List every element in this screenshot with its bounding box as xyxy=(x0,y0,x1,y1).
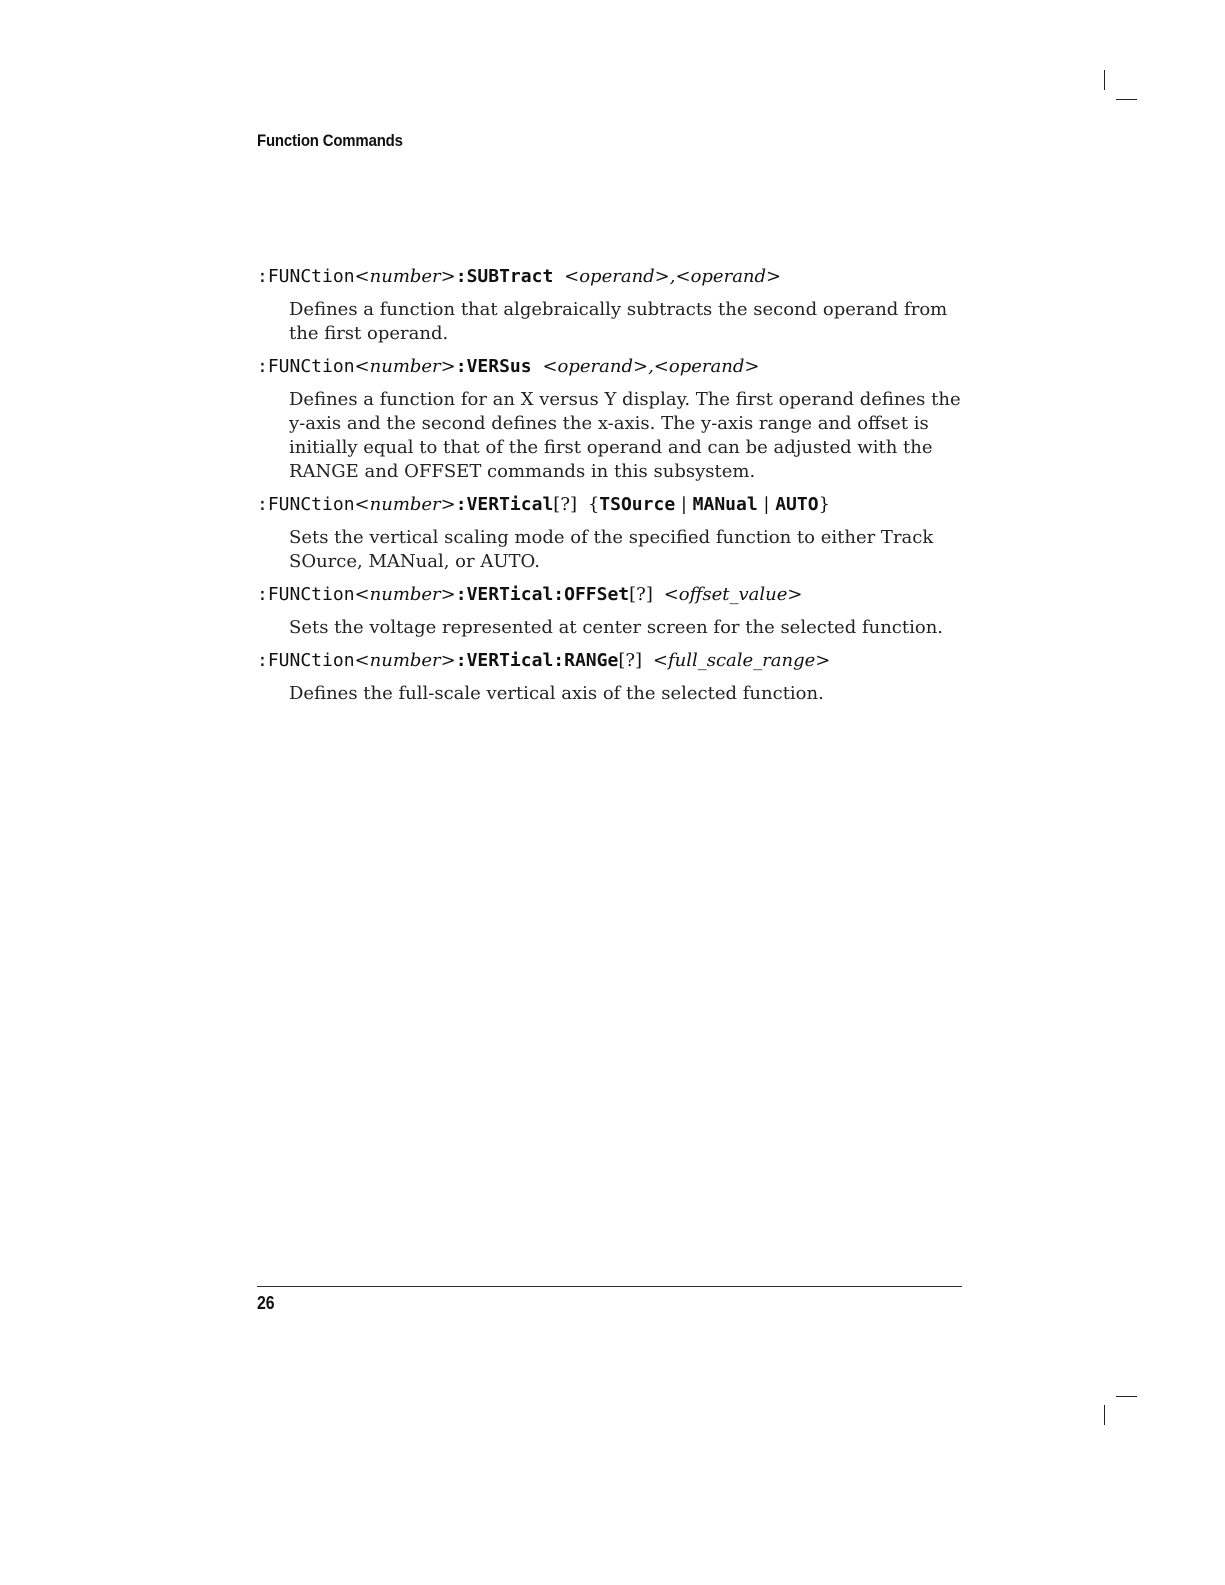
option-auto: AUTO xyxy=(775,494,819,515)
command-parameters: <operand>,<operand> xyxy=(564,266,782,287)
command-entry xyxy=(257,493,977,574)
query-marker: [?] xyxy=(618,650,643,671)
query-marker: [?] xyxy=(553,494,577,515)
footer-rule xyxy=(257,1286,962,1287)
description-line: Sets the vertical scaling mode of the specified function to either Track xyxy=(289,527,934,548)
description-line: initially equal to that of the first operand and can be adjusted with the xyxy=(289,437,933,458)
command-argument: <number> xyxy=(354,650,456,671)
section-title: Function Commands xyxy=(257,131,403,150)
option-separator: | xyxy=(675,494,693,515)
crop-mark-top-horizontal xyxy=(1116,99,1137,100)
option-separator: | xyxy=(757,494,776,515)
command-list xyxy=(257,265,977,715)
command-entry xyxy=(257,649,977,706)
command-parameters: <operand>,<operand> xyxy=(542,356,760,377)
page-number: 26 xyxy=(257,1293,275,1313)
command-parameters: <full_scale_range> xyxy=(652,650,831,671)
command-parameters: <offset_value> xyxy=(663,584,803,605)
command-syntax xyxy=(257,493,977,517)
command-description xyxy=(289,616,977,640)
option-tsource: TSOurce xyxy=(599,494,676,515)
command-argument: <number> xyxy=(354,356,456,377)
description-line: the first operand. xyxy=(289,323,449,344)
description-line: Sets the voltage represented at center screen for the selected function. xyxy=(289,617,944,638)
command-syntax xyxy=(257,649,977,673)
command-keyword: :VERTical:OFFSet xyxy=(455,584,630,605)
crop-mark-bottom-horizontal xyxy=(1116,1396,1137,1397)
command-description xyxy=(289,526,977,574)
command-keyword: :SUBTract xyxy=(455,266,554,287)
command-prefix: :FUNCtion xyxy=(257,494,355,515)
command-keyword: :VERTical:RANGe xyxy=(455,650,619,671)
command-syntax xyxy=(257,583,977,607)
command-prefix: :FUNCtion xyxy=(257,650,355,671)
command-prefix: :FUNCtion xyxy=(257,584,355,605)
command-prefix: :FUNCtion xyxy=(257,356,355,377)
command-keyword: :VERTical xyxy=(455,494,554,515)
command-entry xyxy=(257,355,977,484)
description-line: y-axis and the second defines the x-axis. The y-axis range and offset is xyxy=(289,413,929,434)
command-argument: <number> xyxy=(354,266,456,287)
command-description xyxy=(289,298,977,346)
description-line: RANGE and OFFSET commands in this subsystem. xyxy=(289,461,756,482)
description-line: Defines a function for an X versus Y display. The first operand defines the xyxy=(289,389,961,410)
brace-open: { xyxy=(587,494,600,515)
brace-close: } xyxy=(818,494,831,515)
command-entry xyxy=(257,583,977,640)
query-marker: [?] xyxy=(629,584,653,605)
command-syntax xyxy=(257,265,977,289)
option-manual: MANual xyxy=(692,494,758,515)
command-prefix: :FUNCtion xyxy=(257,266,355,287)
command-syntax xyxy=(257,355,977,379)
description-line: Defines a function that algebraically subtracts the second operand from xyxy=(289,299,948,320)
command-argument: <number> xyxy=(354,584,456,605)
description-line: Defines the full-scale vertical axis of the selected function. xyxy=(289,683,824,704)
command-description xyxy=(289,388,977,484)
command-argument: <number> xyxy=(354,494,456,515)
crop-mark-bottom-vertical xyxy=(1104,1405,1105,1425)
command-keyword: :VERSus xyxy=(455,356,532,377)
command-entry xyxy=(257,265,977,346)
crop-mark-top-vertical xyxy=(1104,70,1105,90)
description-line: SOurce, MANual, or AUTO. xyxy=(289,551,540,572)
command-description xyxy=(289,682,977,706)
